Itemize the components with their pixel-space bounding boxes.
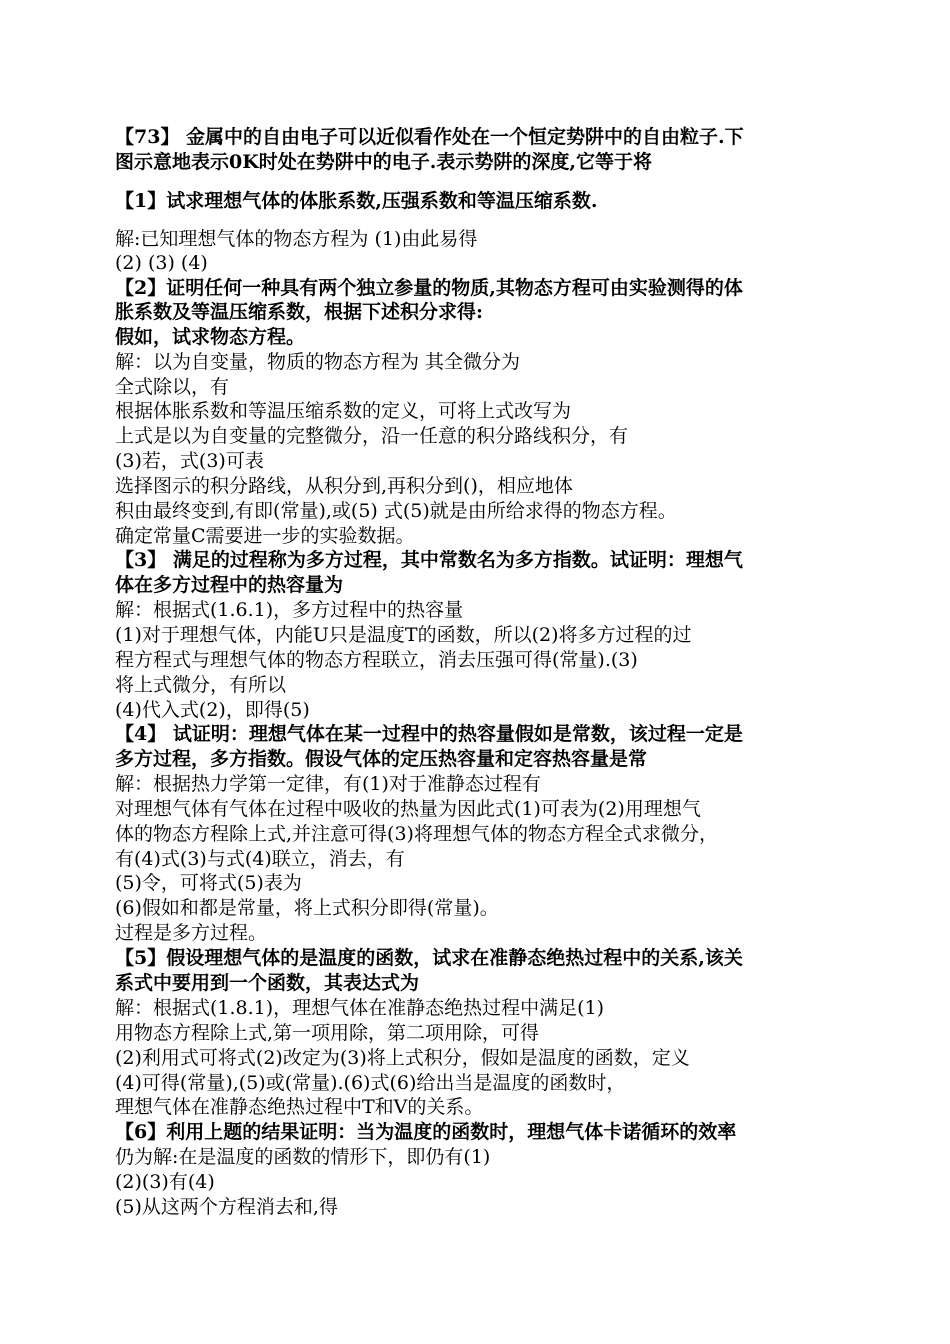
body-text-line: 仍为解:在是温度的函数的情形下，即仍有(1) bbox=[115, 1146, 491, 1168]
body-text-line: 解：根据式(1.6.1)，多方过程中的热容量 bbox=[115, 599, 464, 621]
question-heading-line: 图示意地表示0K时处在势阱中的电子.表示势阱的深度,它等于将 bbox=[115, 151, 652, 173]
body-text-line: (4)代入式(2)，即得(5) bbox=[115, 699, 310, 721]
question-heading-line: 【73】 金属中的自由电子可以近似看作处在一个恒定势阱中的自由粒子.下 bbox=[115, 126, 744, 148]
body-text-line: 确定常量C需要进一步的实验数据。 bbox=[115, 525, 415, 547]
body-text-line: 程方程式与理想气体的物态方程联立，消去压强可得(常量).(3) bbox=[115, 649, 638, 671]
body-text-line: 对理想气体有气体在过程中吸收的热量为因此式(1)可表为(2)用理想气 bbox=[115, 798, 701, 820]
body-text-line: 用物态方程除上式,第一项用除，第二项用除，可得 bbox=[115, 1022, 540, 1044]
question-heading-line: 【1】试求理想气体的体胀系数,压强系数和等温压缩系数. bbox=[115, 190, 598, 212]
body-text-line: 解:已知理想气体的物态方程为 (1)由此易得 bbox=[115, 228, 478, 250]
body-text-line: 体的物态方程除上式,并注意可得(3)将理想气体的物态方程全式求微分， bbox=[115, 823, 718, 845]
question-heading-line: 胀系数及等温压缩系数，根据下述积分求得: bbox=[115, 301, 484, 323]
body-text-line: 根据体胀系数和等温压缩系数的定义，可将上式改写为 bbox=[115, 400, 572, 422]
body-text-line: 选择图示的积分路线，从积分到,再积分到()，相应地体 bbox=[115, 475, 573, 497]
body-text-line: (1)对于理想气体，内能U只是温度T的函数，所以(2)将多方过程的过 bbox=[115, 624, 692, 646]
question-heading-line: 【2】证明任何一种具有两个独立参量的物质,其物态方程可由实验测得的体 bbox=[115, 277, 743, 299]
body-text-line: 有(4)式(3)与式(4)联立，消去，有 bbox=[115, 848, 405, 870]
body-text-line: 解：以为自变量，物质的物态方程为 其全微分为 bbox=[115, 351, 521, 373]
body-text-line: 将上式微分，有所以 bbox=[115, 674, 287, 696]
question-heading-line: 多方过程，多方指数。假设气体的定压热容量和定容热容量是常 bbox=[115, 748, 648, 770]
question-heading-line: 体在多方过程中的热容量为 bbox=[115, 574, 344, 596]
question-heading-line: 【6】利用上题的结果证明：当为温度的函数时，理想气体卡诺循环的效率 bbox=[115, 1121, 737, 1143]
body-text-line: 上式是以为自变量的完整微分，沿一任意的积分路线积分，有 bbox=[115, 425, 629, 447]
body-text-line: (3)若，式(3)可表 bbox=[115, 450, 264, 472]
body-text-line: 解：根据热力学第一定律，有(1)对于准静态过程有 bbox=[115, 773, 541, 795]
body-text-line: 解：根据式(1.8.1)，理想气体在准静态绝热过程中满足(1) bbox=[115, 997, 605, 1019]
body-text-line: 理想气体在准静态绝热过程中T和V的关系。 bbox=[115, 1096, 484, 1118]
body-text-line: (2) (3) (4) bbox=[115, 252, 208, 274]
body-text-line: (2)利用式可将式(2)改定为(3)将上式积分，假如是温度的函数，定义 bbox=[115, 1047, 690, 1069]
question-heading-line: 假如，试求物态方程。 bbox=[115, 326, 306, 348]
question-heading-line: 【5】假设理想气体的是温度的函数，试求在准静态绝热过程中的关系,该关 bbox=[115, 947, 743, 969]
question-heading-line: 系式中要用到一个函数，其表达式为 bbox=[115, 972, 420, 994]
body-text-line: (4)可得(常量),(5)或(常量).(6)式(6)给出当是温度的函数时， bbox=[115, 1072, 626, 1094]
body-text-line: (5)从这两个方程消去和,得 bbox=[115, 1196, 338, 1218]
body-text-line: 积由最终变到,有即(常量),或(5) 式(5)就是由所给求得的物态方程。 bbox=[115, 500, 677, 522]
body-text-line: (5)令，可将式(5)表为 bbox=[115, 872, 302, 894]
question-heading-line: 【4】 试证明：理想气体在某一过程中的热容量假如是常数，该过程一定是 bbox=[115, 723, 743, 745]
body-text-line: (6)假如和都是常量，将上式积分即得(常量)。 bbox=[115, 897, 499, 919]
body-text-line: (2)(3)有(4) bbox=[115, 1171, 215, 1193]
body-text-line: 过程是多方过程。 bbox=[115, 922, 268, 944]
body-text-line: 全式除以，有 bbox=[115, 376, 230, 398]
question-heading-line: 【3】 满足的过程称为多方过程，其中常数名为多方指数。试证明：理想气 bbox=[115, 549, 743, 571]
